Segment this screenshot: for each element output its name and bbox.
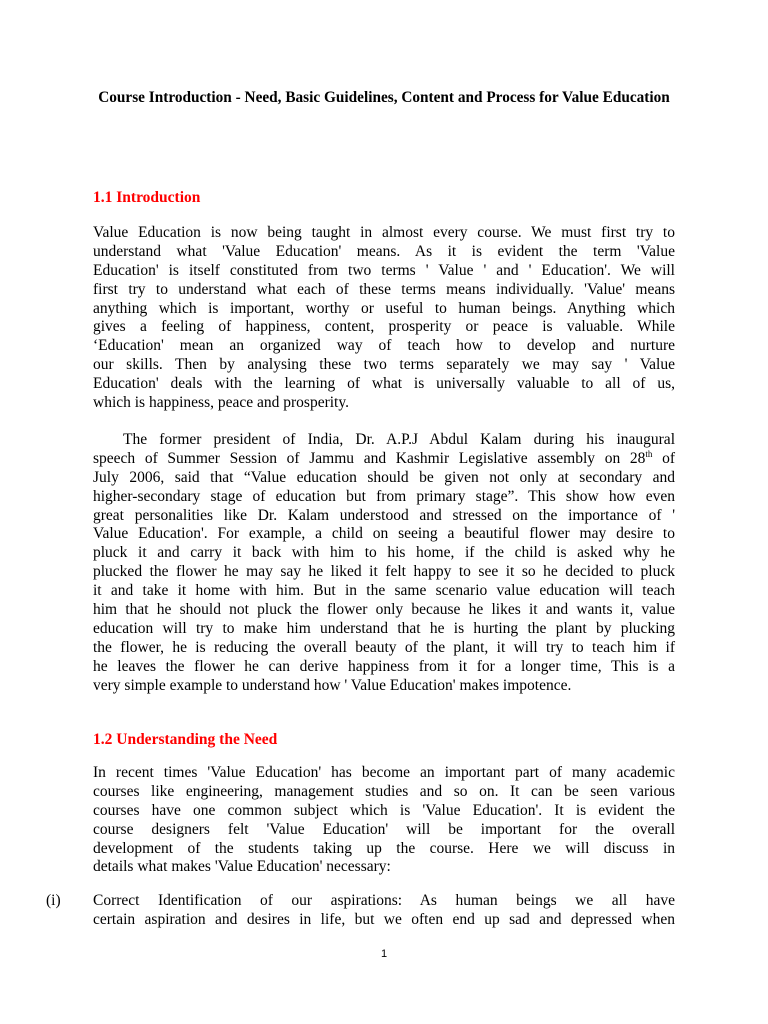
- text-line: anything which is important, worthy or useful to human beings. Anything which: [93, 299, 675, 317]
- text-line: details what makes 'Value Education' necessary:: [93, 858, 391, 876]
- list-marker: (i): [46, 892, 61, 909]
- text-line: July 2006, said that “Value education should be given not only at secondary and: [93, 468, 675, 486]
- text-line: course designers felt 'Value Education' will be important for the overall: [93, 820, 675, 838]
- text-line: Education' is itself constituted from two terms ' Value ' and ' Education'. We will: [93, 261, 675, 279]
- section-heading-introduction: 1.1 Introduction: [93, 189, 201, 206]
- text-line: Education' deals with the learning of what is universally valuable to all of us,: [93, 375, 675, 393]
- text-line: Value Education is now being taught in almost every course. We must first try to: [93, 224, 675, 241]
- text-line: plucked the flower he may say he liked it felt happy to see it so he decided to pluck: [93, 563, 675, 581]
- ordinal-superscript: th: [645, 448, 653, 459]
- section-heading-understanding-need: 1.2 Understanding the Need: [93, 731, 278, 748]
- text-line: he leaves the flower he can derive happiness from it for a longer time, This is a: [93, 657, 675, 675]
- introduction-paragraph: [93, 224, 675, 413]
- text-line: the flower, he is reducing the overall beauty of the plant, it will try to teach him if: [93, 638, 675, 656]
- text-line: Value Education'. For example, a child on seeing a beautiful flower may desire to: [93, 525, 675, 543]
- text-line: understand what 'Value Education' means. As it is evident the term 'Value: [93, 242, 675, 260]
- document-title: Course Introduction - Need, Basic Guidelines, Content and Process for Value Education: [98, 89, 670, 106]
- text-line: higher-secondary stage of education but from primary stage”. This show how even: [93, 487, 675, 505]
- text-line: ‘Education' mean an organized way of teach how to develop and nurture: [93, 337, 675, 355]
- list-item: [93, 892, 675, 930]
- text-line: great personalities like Dr. Kalam understood and stressed on the importance of ': [93, 506, 675, 524]
- text-line: Correct Identification of our aspirations: As human beings we all have: [93, 892, 675, 909]
- text-line: [93, 450, 675, 469]
- text-line: The former president of India, Dr. A.P.J Abdul Kalam during his inaugural: [123, 431, 675, 448]
- need-paragraph: [93, 764, 675, 877]
- text-line: courses have one common subject which is 'Value Education'. It is evident the: [93, 801, 675, 819]
- text-line: which is happiness, peace and prosperity.: [93, 394, 349, 412]
- kalam-example-paragraph: [93, 431, 675, 695]
- text-line: development of the students taking up the course. Here we will discuss in: [93, 839, 675, 857]
- page-number: 1: [380, 948, 388, 960]
- text-line: gives a feeling of happiness, content, prosperity or peace is valuable. While: [93, 318, 675, 336]
- text-line: pluck it and carry it back with him to his home, if the child is asked why he: [93, 544, 675, 562]
- text-line: very simple example to understand how ' Value Education' makes impotence.: [93, 676, 572, 694]
- text-line: him that he should not pluck the flower only because he likes it and wants it, value: [93, 601, 675, 619]
- text-line: first try to understand what each of these terms means individually. 'Value' means: [93, 280, 675, 298]
- text-line: certain aspiration and desires in life, but we often end up sad and depressed when: [93, 910, 675, 928]
- text-line: education will try to make him understand that he is hurting the plant by plucking: [93, 619, 675, 637]
- text-line: our skills. Then by analysing these two terms separately we may say ' Value: [93, 356, 675, 374]
- text-line: it and take it home with him. But in the same scenario value education will teach: [93, 582, 675, 600]
- text-fragment: of: [652, 449, 675, 467]
- text-line: courses like engineering, management studies and so on. It can be seen various: [93, 782, 675, 800]
- text-fragment: speech of Summer Session of Jammu and Kashmir Legislative assembly on 28: [93, 449, 646, 467]
- text-line: In recent times 'Value Education' has become an important part of many academic: [93, 764, 675, 781]
